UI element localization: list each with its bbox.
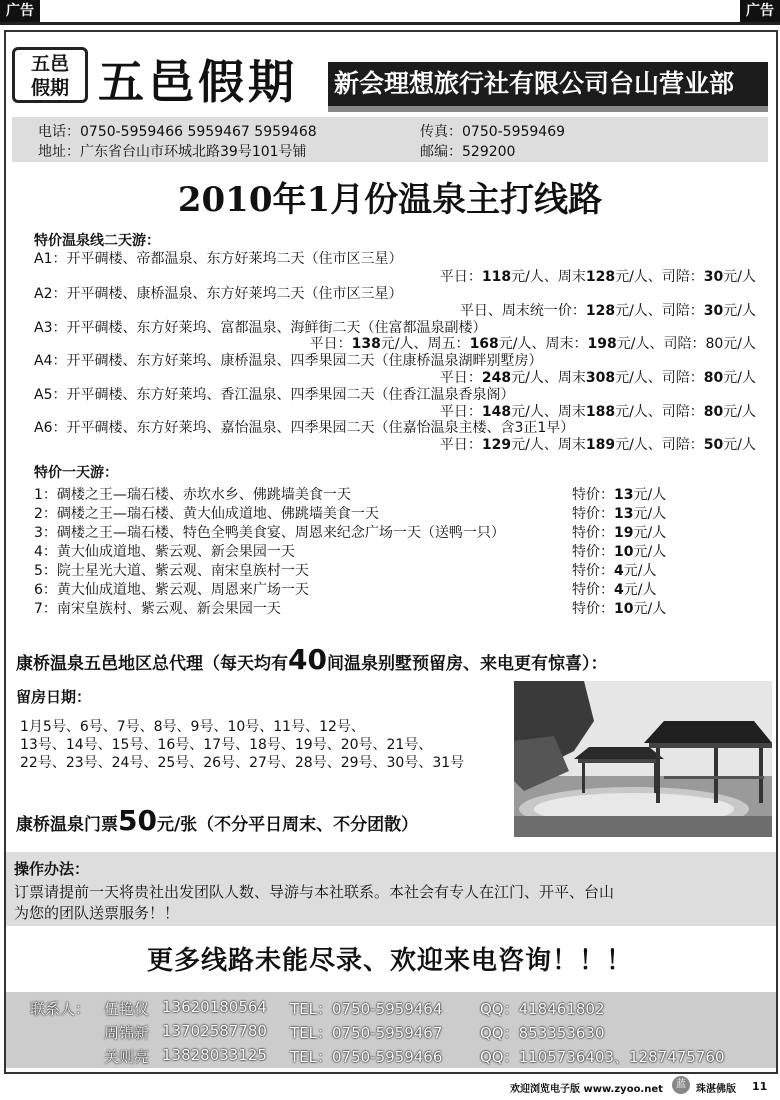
reserve-heading: 留房日期： (16, 688, 92, 706)
day-route-price: 特价：10元/人 (572, 601, 667, 617)
logo-line-1: 五邑 (30, 53, 69, 75)
reserve-dates-line: 22号、23号、24号、25号、26号、27号、28号、29号、30号、31号 (20, 755, 465, 771)
contact-mobile: 13702587780 (162, 1022, 267, 1040)
operation-line: 订票请提前一天将贵社出发团队人数、导游与本社联系。本社会有专人在江门、开平、台山 (14, 883, 615, 901)
route-name: A5：开平碉楼、东方好莱坞、香江温泉、四季果园二天（住香江温泉香泉阁） (34, 387, 515, 403)
contact-qq: QQ：1105736403、1287475760 (480, 1048, 725, 1066)
one-day-heading: 特价一天游： (34, 465, 118, 481)
ticket-statement: 康桥温泉门票50元/张（不分平日周末、不分团散） (16, 804, 419, 837)
contact-qq: QQ：853353630 (480, 1024, 605, 1042)
day-route-name: 1：碉楼之王—瑞石楼、赤坎水乡、佛跳墙美食一天 (34, 487, 351, 503)
route-name: A2：开平碉楼、康桥温泉、东方好莱坞二天（住市区三星） (34, 286, 403, 302)
contact-tel: TEL：0750-5959466 (290, 1048, 443, 1066)
day-route-price: 特价：19元/人 (572, 525, 667, 541)
more-routes-banner: 更多线路未能尽录、欢迎来电咨询！！！ (146, 946, 633, 976)
route-price: 平日：148元/人、周末188元/人、司陪：80元/人 (439, 404, 756, 420)
contact-qq: QQ：418461802 (480, 1000, 605, 1018)
route-name: A1：开平碉楼、帝都温泉、东方好莱坞二天（住市区三星） (34, 251, 403, 267)
hot-spring-photo (514, 681, 772, 837)
contact-mobile: 13828033125 (162, 1046, 267, 1064)
route-price: 平日：248元/人、周末308元/人、司陪：80元/人 (439, 370, 756, 386)
contacts-label: 联系人： (30, 1000, 91, 1018)
day-route-price: 特价：13元/人 (572, 487, 667, 503)
address-line: 地址：广东省台山市环城北路39号101号铺 (38, 144, 307, 160)
day-route-price: 特价：10元/人 (572, 544, 667, 560)
logo-line-2: 假期 (30, 77, 69, 99)
top-ad-bar (0, 0, 780, 25)
route-name: A3：开平碉楼、东方好莱坞、富都温泉、海鲜街二天（住富都温泉副楼） (34, 320, 487, 336)
footer-badge: 蓝 (672, 1076, 690, 1094)
reserve-dates-line: 13号、14号、15号、16号、17号、18号、19号、20号、21号、 (20, 737, 433, 753)
route-price: 平日：118元/人、周末128元/人、司陪：30元/人 (439, 269, 756, 285)
postcode-line: 邮编：529200 (420, 144, 516, 160)
agency-statement: 康桥温泉五邑地区总代理（每天均有40间温泉别墅预留房、来电更有惊喜）： (16, 643, 608, 676)
operation-line: 为您的团队送票服务！！ (14, 904, 180, 922)
day-route-name: 4：黄大仙成道地、紫云观、新会果园一天 (34, 544, 295, 560)
page-title: 2010年1月份温泉主打线路 (177, 180, 603, 220)
contact-tel: TEL：0750-5959467 (290, 1024, 443, 1042)
route-name: A4：开平碉楼、东方好莱坞、康桥温泉、四季果园二天（住康桥温泉湖畔别墅房） (34, 353, 543, 369)
day-route-name: 2：碉楼之王—瑞石楼、黄大仙成道地、佛跳墙美食一天 (34, 506, 379, 522)
contact-tel: TEL：0750-5959464 (290, 1000, 443, 1018)
brand-name: 五邑假期 (98, 55, 298, 109)
ad-label-right: 广告 (740, 0, 780, 22)
day-route-name: 6：黄大仙成道地、紫云观、周恩来广场一天 (34, 582, 309, 598)
route-price: 平日：129元/人、周末189元/人、司陪：50元/人 (439, 437, 756, 453)
company-name: 新会理想旅行社有限公司台山营业部 (328, 62, 768, 106)
day-route-name: 3：碉楼之王—瑞石楼、特色全鸭美食宴、周恩来纪念广场一天（送鸭一只） (34, 525, 505, 541)
footer-website: 欢迎浏览电子版 www.zyoo.net (510, 1084, 663, 1095)
route-price: 平日、周末统一价：128元/人、司陪：30元/人 (459, 303, 756, 319)
contact-name: 周锦新 (104, 1024, 150, 1042)
day-route-price: 特价：4元/人 (572, 563, 657, 579)
contact-name: 伍艳仪 (104, 1000, 150, 1018)
fax-line: 传真：0750-5959469 (420, 124, 566, 140)
two-day-heading: 特价温泉线二天游： (34, 233, 160, 249)
route-name: A6：开平碉楼、东方好莱坞、嘉怡温泉、四季果园二天（住嘉怡温泉主楼、含3正1早） (34, 420, 575, 436)
ad-label-left: 广告 (0, 0, 40, 22)
contact-name: 关则亮 (104, 1048, 150, 1066)
brand-logo (12, 47, 88, 103)
pavilion-pool-illustration (514, 681, 772, 837)
day-route-price: 特价：4元/人 (572, 582, 657, 598)
footer-edition: 珠湛佛版 (696, 1084, 736, 1095)
day-route-name: 5：院士星光大道、紫云观、南宋皇族村一天 (34, 563, 309, 579)
page-number: 11 (752, 1080, 768, 1093)
day-route-name: 7：南宋皇族村、紫云观、新会果园一天 (34, 601, 281, 617)
reserve-dates-line: 1月5号、6号、7号、8号、9号、10号、11号、12号、 (20, 719, 365, 735)
route-price: 平日：138元/人、周五：168元/人、周末：198元/人、司陪：80元/人 (309, 336, 756, 352)
operation-heading: 操作办法： (14, 860, 90, 878)
contact-mobile: 13620180564 (162, 998, 267, 1016)
phone-line: 电话：0750-5959466 5959467 5959468 (38, 124, 317, 140)
day-route-price: 特价：13元/人 (572, 506, 667, 522)
